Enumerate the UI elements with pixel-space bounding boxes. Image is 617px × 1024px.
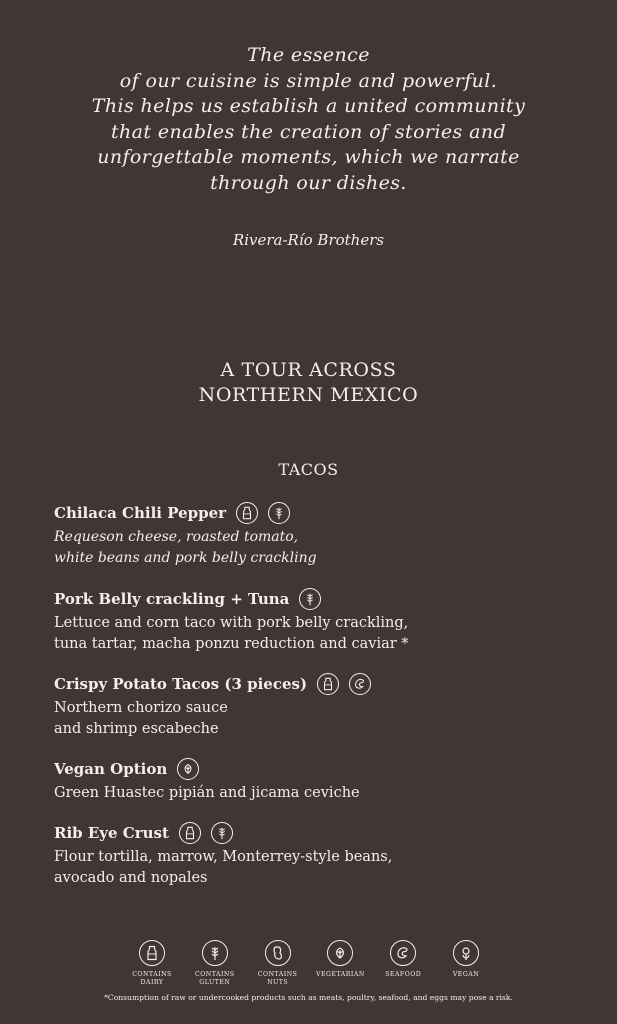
menu-title-line: A TOUR ACROSS xyxy=(220,359,397,381)
dish-item xyxy=(54,670,574,740)
gluten-icon xyxy=(299,588,321,610)
quote-line: through our dishes. xyxy=(210,171,407,194)
menu-title-line: NORTHERN MEXICO xyxy=(198,384,419,406)
dish-icons xyxy=(179,822,243,844)
legend-item-dairy xyxy=(124,940,180,987)
dairy-icon xyxy=(179,822,201,844)
dish-icons xyxy=(317,673,381,695)
dish-description: avocado and nopales xyxy=(54,870,208,886)
intro-quote xyxy=(0,43,617,197)
dish-name: Pork Belly crackling + Tuna xyxy=(54,590,290,608)
vegan-icon xyxy=(453,940,479,966)
nuts-icon xyxy=(265,940,291,966)
dish-description: Requeson cheese, roasted tomato, xyxy=(54,529,299,545)
legend-label: CONTAINS GLUTEN xyxy=(195,971,235,986)
dish-name: Vegan Option xyxy=(54,760,168,778)
quote-line: of our cuisine is simple and powerful. xyxy=(119,69,498,92)
seafood-icon xyxy=(349,673,371,695)
quote-line: unforgettable moments, which we narrate xyxy=(97,146,520,169)
dish-icons xyxy=(236,502,300,524)
footnote: *Consumption of raw or undercooked products such as meats, poultry, seafood, and eggs may pose a risk. xyxy=(104,993,513,1002)
vegetarian-icon xyxy=(327,940,353,966)
menu-title xyxy=(0,358,617,408)
dish-item xyxy=(54,819,574,889)
legend-label: SEAFOOD xyxy=(385,971,422,978)
dish-description: Lettuce and corn taco with pork belly crackling, xyxy=(54,615,409,631)
quote-line: The essence xyxy=(247,44,370,66)
dish-name: Crispy Potato Tacos (3 pieces) xyxy=(54,675,308,693)
dish-item xyxy=(54,585,574,655)
dish-item xyxy=(54,499,574,569)
legend-item-seafood xyxy=(375,940,431,987)
gluten-icon xyxy=(211,822,233,844)
dish-name: Rib Eye Crust xyxy=(54,824,169,842)
dish-description: tuna tartar, macha ponzu reduction and caviar * xyxy=(54,636,409,652)
legend-item-nuts xyxy=(250,940,306,987)
quote-line: This helps us establish a united community xyxy=(91,95,526,118)
dairy-icon xyxy=(236,502,258,524)
dairy-icon xyxy=(139,940,165,966)
dish-icons xyxy=(177,758,209,780)
vegetarian-icon xyxy=(177,758,199,780)
dish-name: Chilaca Chili Pepper xyxy=(54,504,227,522)
gluten-icon xyxy=(202,940,228,966)
dish-description: Flour tortilla, marrow, Monterrey-style beans, xyxy=(54,849,393,865)
allergen-legend xyxy=(124,940,494,987)
dairy-icon xyxy=(317,673,339,695)
dish-item xyxy=(54,755,574,804)
legend-item-vegetarian xyxy=(312,940,368,987)
section-heading: TACOS xyxy=(278,460,339,479)
seafood-icon xyxy=(390,940,416,966)
dish-icons xyxy=(299,588,331,610)
dish-description: and shrimp escabeche xyxy=(54,721,219,737)
legend-item-gluten xyxy=(187,940,243,987)
gluten-icon xyxy=(268,502,290,524)
quote-author: Rivera-Río Brothers xyxy=(232,231,385,249)
legend-label: VEGAN xyxy=(452,971,480,978)
dish-description: Northern chorizo sauce xyxy=(54,700,228,716)
legend-label: VEGETARIAN xyxy=(316,971,365,978)
legend-label: CONTAINS DAIRY xyxy=(132,971,172,986)
legend-item-vegan xyxy=(438,940,494,987)
dish-description: white beans and pork belly crackling xyxy=(54,550,317,566)
quote-line: that enables the creation of stories and xyxy=(110,120,507,143)
dish-description: Green Huastec pipián and jicama ceviche xyxy=(54,785,360,801)
legend-label: CONTAINS NUTS xyxy=(257,971,298,986)
